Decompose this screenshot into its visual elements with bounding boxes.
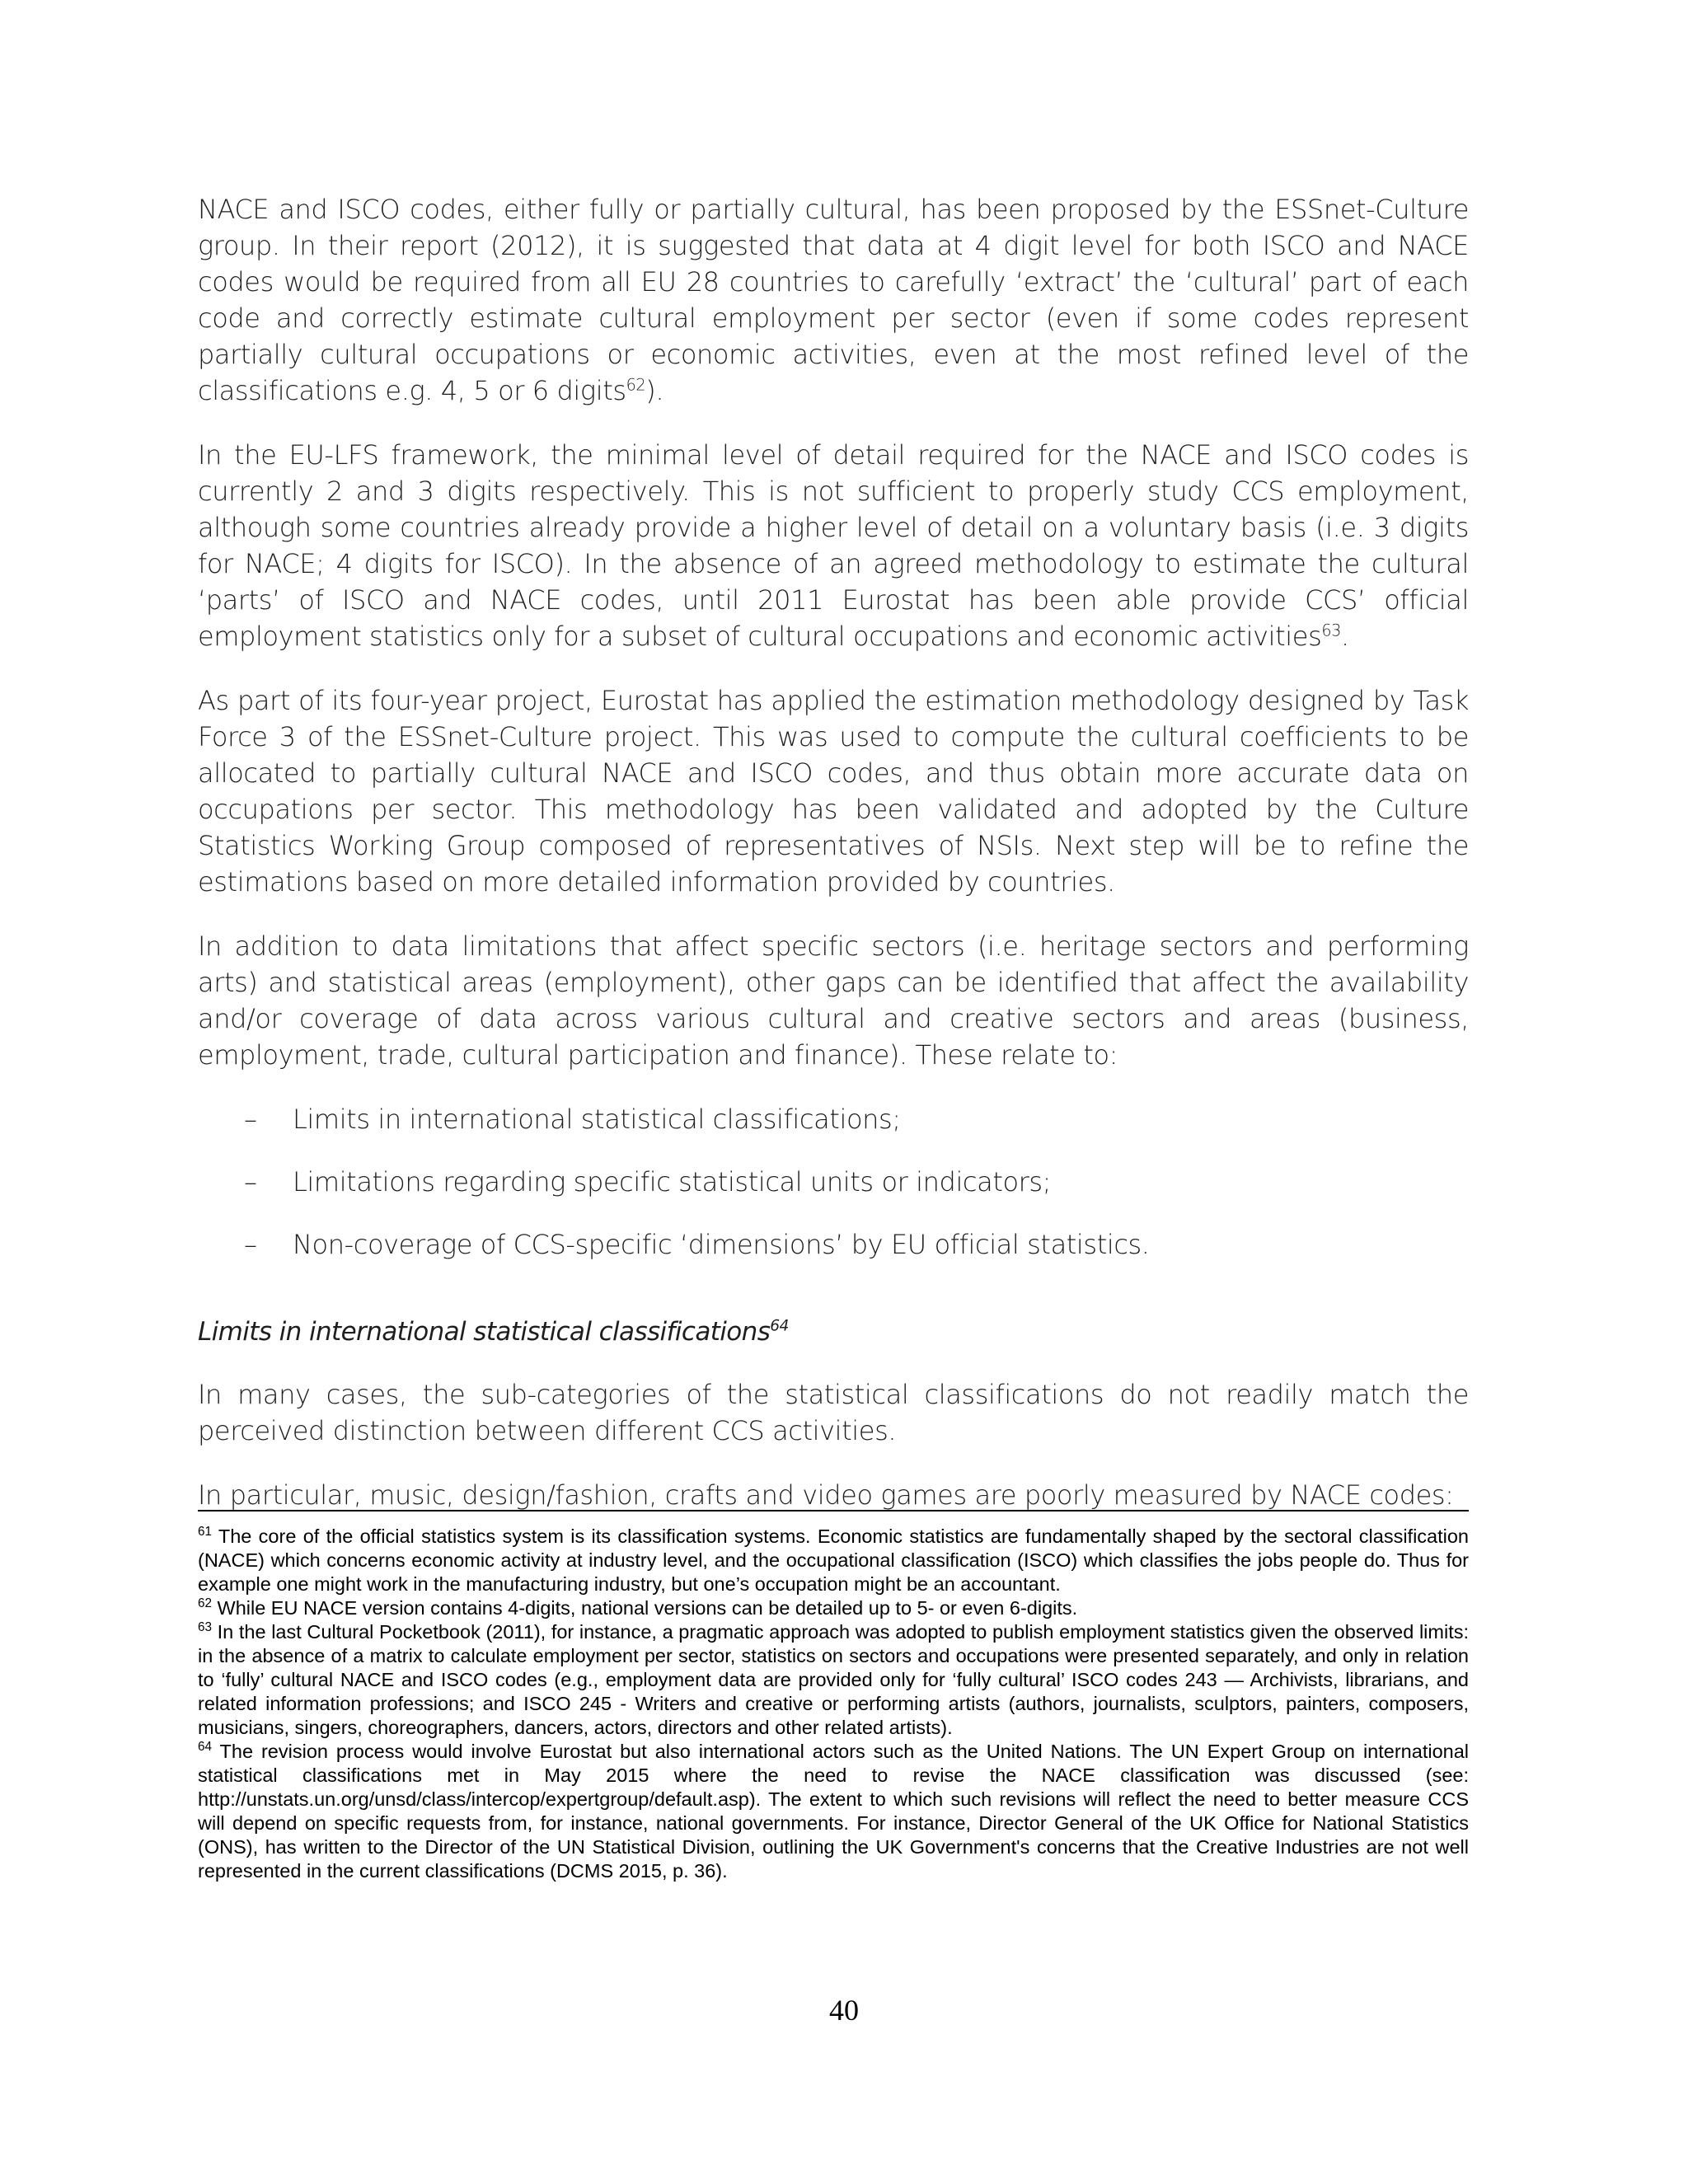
footnote-63 xyxy=(198,1620,1469,1740)
section-heading-text: Limits in international statistical classifications xyxy=(198,1317,771,1347)
footnote-ref-63[interactable]: 63 xyxy=(1321,621,1341,640)
footnote-text: While EU NACE version contains 4-digits, national versions can be detailed up to 5- or even 6-digits. xyxy=(217,1597,1078,1619)
paragraph-1-text: NACE and ISCO codes, either fully or partially cultural, has been proposed by the ESSnet-Culture group. In their report (2012), it is suggested that data at 4 digit level for both ISCO and NACE codes would be required from all EU 28 countries to carefully ‘extract’ the ‘cultural’ part of each code and correctly estimate cultural employment per sector (even if some codes represent partially cultural occupations or economic activities, even at the most refined level of the classifications e.g. 4, 5 or 6 digits xyxy=(198,194,1469,406)
footnote-text: The revision process would involve Eurostat but also international actors such as the United Nations. The UN Expert Group on international statistical classifications met in May 2015 where the need to revise the NACE classification was discussed (see: http://unstats.un.org/unsd/class/intercop/expertgroup/default.asp). The extent to which such revisions will reflect the need to better measure CCS will depend on specific requests from, for instance, national governments. For instance, Director General of the UK Office for National Statistics (ONS), has written to the Director of the UN Statistical Division, outlining the UK Government's concerns that the Creative Industries are not well represented in the current classifications (DCMS 2015, p. 36). xyxy=(198,1741,1469,1882)
bullet-dash: – xyxy=(244,1229,257,1260)
list-item xyxy=(198,1164,1469,1200)
list-item-text: Limits in international statistical classifications; xyxy=(293,1104,901,1135)
paragraph-1 xyxy=(198,191,1469,409)
list-item-text: Non-coverage of CCS-specific ‘dimensions’ by EU official statistics. xyxy=(293,1229,1150,1260)
section-heading xyxy=(198,1314,1469,1350)
list-item-text: Limitations regarding specific statistical units or indicators; xyxy=(293,1166,1052,1197)
paragraph-4: In addition to data limitations that affect specific sectors (i.e. heritage sectors and performing arts) and statistical areas (employment), other gaps can be identified that affect the availability and/or coverage of data across various cultural and creative sectors and areas (business, employment, trade, cultural participation and finance). These relate to: xyxy=(198,930,1469,1071)
paragraph-3: As part of its four-year project, Eurostat has applied the estimation methodology designed by Task Force 3 of the ESSnet-Culture project. This was used to compute the cultural coefficients to be allocated to partially cultural NACE and ISCO codes, and thus obtain more accurate data on occupations per sector. This methodology has been validated and adopted by the Culture Statistics Working Group composed of representatives of NSIs. Next step will be to refine the estimations based on more detailed information provided by countries. xyxy=(198,685,1469,898)
footnote-62 xyxy=(198,1596,1469,1620)
footnote-text: In the last Cultural Pocketbook (2011), for instance, a pragmatic approach was adopted to publish employment statistics given the observed limits: in the absence of a matrix to calculate employment per sector, statistics on sectors and occupations were presented separately, and only in relation to ‘fully’ cultural NACE and ISCO codes (e.g., employment data are provided only for ‘fully cultural’ ISCO codes 243 — Archivists, librarians, and related information professions; and ISCO 245 - Writers and creative or performing artists (authors, journalists, sculptors, painters, composers, musicians, singers, choreographers, dancers, actors, directors and other related artists). xyxy=(198,1621,1470,1738)
list-item xyxy=(198,1226,1469,1263)
footnote-61 xyxy=(198,1525,1469,1596)
footnote-number: 62 xyxy=(198,1596,212,1611)
footnote-number: 63 xyxy=(198,1620,212,1635)
page-number: 40 xyxy=(829,1994,859,2027)
main-content xyxy=(198,191,1469,1541)
section-paragraph-1: In many cases, the sub-categories of the statistical classifications do not readily match the perceived distinction between different CCS activities. xyxy=(198,1379,1469,1446)
footnote-number: 64 xyxy=(198,1740,212,1755)
footnote-ref-62[interactable]: 62 xyxy=(626,375,646,395)
paragraph-2-end: . xyxy=(1340,621,1349,652)
footnote-64 xyxy=(198,1740,1469,1883)
paragraph-2 xyxy=(198,437,1469,654)
bullet-dash: – xyxy=(244,1104,257,1135)
footnote-separator xyxy=(198,1510,1469,1511)
footnote-text: The core of the official statistics system is its classification systems. Economic statistics are fundamentally shaped by the sectoral classification (NACE) which concerns economic activity at industry level, and the occupational classification (ISCO) which classifies the jobs people do. Thus for example one might work in the manufacturing industry, but one’s occupation might be an accountant. xyxy=(198,1526,1469,1595)
footnote-number: 61 xyxy=(198,1525,212,1540)
bullet-dash: – xyxy=(244,1166,257,1197)
paragraph-2-text: In the EU-LFS framework, the minimal level of detail required for the NACE and ISCO codes is currently 2 and 3 digits respectively. This is not sufficient to properly study CCS employment, although some countries already provide a higher level of detail on a voluntary basis (i.e. 3 digits for NACE; 4 digits for ISCO). In the absence of an agreed methodology to estimate the cultural ‘parts’ of ISCO and NACE codes, until 2011 Eurostat has been able provide CCS’ official employment statistics only for a subset of cultural occupations and economic activities xyxy=(198,439,1469,652)
footnote-ref-64[interactable]: 64 xyxy=(770,1317,789,1335)
gaps-list xyxy=(198,1101,1469,1263)
section-paragraph-2: In particular, music, design/fashion, crafts and video games are poorly measured by NACE codes: xyxy=(198,1479,1454,1511)
paragraph-1-end: ). xyxy=(645,375,664,406)
list-item xyxy=(198,1101,1469,1137)
footnotes xyxy=(198,1525,1469,1883)
